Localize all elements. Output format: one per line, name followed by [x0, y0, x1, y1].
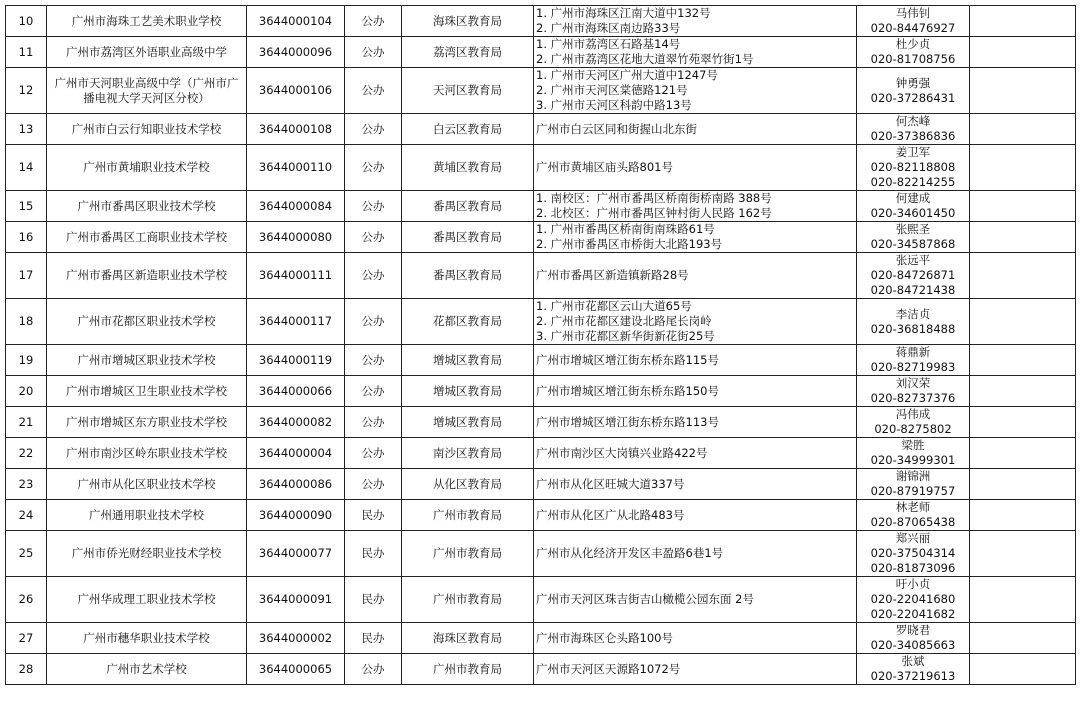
address-cell [534, 654, 857, 685]
contact-name: 张远平 [895, 253, 931, 267]
address-cell [534, 345, 857, 376]
contact-cell [857, 407, 970, 438]
table-body [6, 6, 1076, 685]
contact-cell [857, 438, 970, 469]
school-code-cell: 3644000086 [247, 469, 345, 500]
contact-phone: 020-87919757 [870, 484, 956, 498]
school-type-cell: 公办 [345, 191, 402, 222]
address-line: 广州市增城区增江街东桥东路115号 [536, 352, 719, 367]
contact-phone: 020-81708756 [870, 52, 956, 66]
contact-cell [857, 577, 970, 623]
school-type-cell: 公办 [345, 438, 402, 469]
contact-name: 张熙圣 [895, 222, 931, 236]
contact-cell [857, 145, 970, 191]
school-code-cell: 3644000004 [247, 438, 345, 469]
contact-cell [857, 531, 970, 577]
school-type-cell: 公办 [345, 376, 402, 407]
contact-name: 谢锦洲 [895, 469, 931, 483]
row-number-cell: 17 [6, 253, 47, 299]
school-code-cell: 3644000066 [247, 376, 345, 407]
authority-cell: 番禺区教育局 [402, 222, 534, 253]
contact-name: 张斌 [901, 654, 925, 668]
table-row [6, 253, 1076, 299]
school-code-cell: 3644000082 [247, 407, 345, 438]
address-cell [534, 407, 857, 438]
table-row [6, 345, 1076, 376]
table-row [6, 469, 1076, 500]
address-line: 广州市增城区增江街东桥东路150号 [536, 383, 719, 398]
school-code-cell: 3644000077 [247, 531, 345, 577]
contact-cell [857, 222, 970, 253]
school-type-cell: 公办 [345, 345, 402, 376]
table-row [6, 623, 1076, 654]
address-cell [534, 191, 857, 222]
address-cell [534, 222, 857, 253]
row-number-cell: 20 [6, 376, 47, 407]
contact-phone: 020-34587868 [870, 237, 956, 251]
school-code-cell: 3644000119 [247, 345, 345, 376]
authority-cell: 花都区教育局 [402, 299, 534, 345]
school-type-cell: 公办 [345, 114, 402, 145]
address-cell [534, 376, 857, 407]
table-row [6, 438, 1076, 469]
school-code-cell: 3644000111 [247, 253, 345, 299]
school-code-cell: 3644000002 [247, 623, 345, 654]
address-cell [534, 577, 857, 623]
table-row [6, 500, 1076, 531]
authority-cell: 白云区教育局 [402, 114, 534, 145]
row-number-cell: 22 [6, 438, 47, 469]
table-row [6, 68, 1076, 114]
authority-cell: 海珠区教育局 [402, 6, 534, 37]
blank-cell [970, 37, 1076, 68]
blank-cell [970, 114, 1076, 145]
table-row [6, 654, 1076, 685]
blank-cell [970, 145, 1076, 191]
address-line: 广州市天河区珠吉街吉山橄榄公园东面 2号 [536, 592, 754, 606]
contact-cell [857, 6, 970, 37]
blank-cell [970, 407, 1076, 438]
row-number-cell: 27 [6, 623, 47, 654]
school-code-cell: 3644000084 [247, 191, 345, 222]
school-name-cell: 广州市侨光财经职业技术学校 [47, 531, 247, 577]
school-name-cell: 广州通用职业技术学校 [47, 500, 247, 531]
address-line: 2. 广州市番禺区市桥街大北路193号 [536, 237, 723, 251]
address-line: 1. 广州市天河区广州大道中1247号 [536, 68, 718, 82]
school-code-cell: 3644000065 [247, 654, 345, 685]
table-row [6, 145, 1076, 191]
address-cell [534, 531, 857, 577]
school-type-cell: 公办 [345, 145, 402, 191]
row-number-cell: 12 [6, 68, 47, 114]
contact-phone: 020-81873096 [870, 561, 956, 575]
contact-name: 冯伟成 [895, 407, 931, 421]
school-name-cell: 广州市增城区职业技术学校 [47, 345, 247, 376]
address-cell [534, 37, 857, 68]
school-name-cell: 广州市从化区职业技术学校 [47, 469, 247, 500]
contact-phone: 020-84721438 [870, 283, 956, 297]
school-code-cell: 3644000106 [247, 68, 345, 114]
address-line: 2. 北校区：广州市番禺区钟村街人民路 162号 [536, 206, 772, 220]
school-name-cell: 广州市增城区卫生职业技术学校 [47, 376, 247, 407]
contact-phone: 020-37219613 [870, 669, 956, 683]
blank-cell [970, 623, 1076, 654]
contact-phone: 020-22041680 [870, 592, 956, 606]
row-number-cell: 28 [6, 654, 47, 685]
school-code-cell: 3644000110 [247, 145, 345, 191]
contact-phone: 020-84726871 [870, 268, 956, 282]
school-code-cell: 3644000104 [247, 6, 345, 37]
table-row [6, 407, 1076, 438]
table-row [6, 376, 1076, 407]
contact-phone: 020-37386836 [870, 129, 956, 143]
address-line: 广州市从化经济开发区丰盈路6巷1号 [536, 546, 724, 560]
contact-phone: 020-84476927 [870, 21, 956, 35]
contact-cell [857, 253, 970, 299]
address-line: 2. 广州市海珠区南边路33号 [536, 21, 681, 35]
contact-phone: 020-34999301 [870, 453, 956, 467]
address-line: 1. 南校区：广州市番禺区桥南街桥南路 388号 [536, 191, 772, 205]
table-row [6, 222, 1076, 253]
contact-cell [857, 376, 970, 407]
contact-cell [857, 469, 970, 500]
school-name-cell: 广州市花都区职业技术学校 [47, 299, 247, 345]
school-name-cell: 广州市荔湾区外语职业高级中学 [47, 37, 247, 68]
school-type-cell: 公办 [345, 222, 402, 253]
school-name-cell: 广州市南沙区岭东职业技术学校 [47, 438, 247, 469]
address-line: 1. 广州市海珠区江南大道中132号 [536, 6, 711, 20]
school-type-cell: 民办 [345, 623, 402, 654]
row-number-cell: 15 [6, 191, 47, 222]
address-line: 2. 广州市荔湾区花地大道翠竹苑翠竹街1号 [536, 52, 754, 66]
contact-cell [857, 623, 970, 654]
address-line: 广州市从化区旺城大道337号 [536, 476, 685, 491]
contact-name: 林老师 [895, 500, 931, 514]
authority-cell: 增城区教育局 [402, 345, 534, 376]
authority-cell: 广州市教育局 [402, 500, 534, 531]
contact-cell [857, 114, 970, 145]
school-name-cell: 广州市番禺区工商职业技术学校 [47, 222, 247, 253]
authority-cell: 天河区教育局 [402, 68, 534, 114]
authority-cell: 从化区教育局 [402, 469, 534, 500]
address-line: 广州市海珠区仑头路100号 [536, 630, 673, 645]
address-line: 广州市黄埔区庙头路801号 [536, 160, 673, 174]
school-code-cell: 3644000091 [247, 577, 345, 623]
authority-cell: 增城区教育局 [402, 376, 534, 407]
blank-cell [970, 654, 1076, 685]
contact-phone: 020-34601450 [870, 206, 956, 220]
row-number-cell: 21 [6, 407, 47, 438]
address-cell [534, 145, 857, 191]
school-type-cell: 公办 [345, 68, 402, 114]
table-row [6, 531, 1076, 577]
row-number-cell: 13 [6, 114, 47, 145]
contact-name: 梁胜 [901, 438, 925, 452]
authority-cell: 黄埔区教育局 [402, 145, 534, 191]
address-line: 3. 广州市天河区科韵中路13号 [536, 98, 692, 112]
contact-name: 郑兴丽 [895, 531, 931, 545]
contact-name: 钟勇强 [895, 75, 931, 90]
authority-cell: 广州市教育局 [402, 577, 534, 623]
contact-name: 刘汉荣 [895, 376, 931, 390]
school-name-cell: 广州华成理工职业技术学校 [47, 577, 247, 623]
school-code-cell: 3644000090 [247, 500, 345, 531]
school-type-cell: 公办 [345, 37, 402, 68]
authority-cell: 荔湾区教育局 [402, 37, 534, 68]
contact-name: 姜卫军 [895, 145, 931, 159]
table-row [6, 37, 1076, 68]
address-line: 3. 广州市花都区新华街新花街25号 [536, 329, 715, 343]
address-line: 1. 广州市花都区云山大道65号 [536, 299, 692, 313]
authority-cell: 广州市教育局 [402, 654, 534, 685]
school-type-cell: 民办 [345, 531, 402, 577]
address-line: 广州市番禺区新造镇新路28号 [536, 268, 689, 282]
table-row [6, 299, 1076, 345]
blank-cell [970, 531, 1076, 577]
address-cell [534, 68, 857, 114]
row-number-cell: 26 [6, 577, 47, 623]
school-type-cell: 民办 [345, 500, 402, 531]
address-cell [534, 623, 857, 654]
blank-cell [970, 577, 1076, 623]
address-line: 广州市从化区广从北路483号 [536, 507, 685, 522]
row-number-cell: 16 [6, 222, 47, 253]
school-name-cell: 广州市穗华职业技术学校 [47, 623, 247, 654]
school-table [5, 5, 1076, 685]
contact-name: 蒋鼎新 [895, 345, 931, 359]
contact-name: 何杰峰 [895, 114, 931, 128]
school-name-cell: 广州市增城区东方职业技术学校 [47, 407, 247, 438]
blank-cell [970, 345, 1076, 376]
address-line: 2. 广州市天河区棠德路121号 [536, 83, 688, 97]
blank-cell [970, 6, 1076, 37]
contact-phone: 020-36818488 [870, 321, 956, 336]
authority-cell: 番禺区教育局 [402, 191, 534, 222]
contact-name: 杜少贞 [895, 37, 931, 51]
blank-cell [970, 191, 1076, 222]
authority-cell: 南沙区教育局 [402, 438, 534, 469]
school-type-cell: 公办 [345, 407, 402, 438]
contact-phone: 020-82118808 [870, 160, 956, 174]
blank-cell [970, 469, 1076, 500]
school-code-cell: 3644000108 [247, 114, 345, 145]
school-type-cell: 公办 [345, 299, 402, 345]
contact-phone: 020-82737376 [870, 391, 956, 405]
blank-cell [970, 68, 1076, 114]
contact-phone: 020-82719983 [870, 360, 956, 374]
table-row [6, 6, 1076, 37]
blank-cell [970, 500, 1076, 531]
address-cell [534, 114, 857, 145]
school-type-cell: 公办 [345, 469, 402, 500]
row-number-cell: 19 [6, 345, 47, 376]
contact-cell [857, 500, 970, 531]
contact-name: 何建成 [895, 191, 931, 205]
row-number-cell: 25 [6, 531, 47, 577]
row-number-cell: 14 [6, 145, 47, 191]
address-line: 2. 广州市花都区建设北路尾长岗岭 [536, 314, 712, 328]
address-cell [534, 469, 857, 500]
contact-phone: 020-34085663 [870, 638, 956, 652]
authority-cell: 番禺区教育局 [402, 253, 534, 299]
address-cell [534, 299, 857, 345]
school-name-cell: 广州市黄埔职业技术学校 [47, 145, 247, 191]
contact-phone: 020-87065438 [870, 515, 956, 529]
authority-cell: 增城区教育局 [402, 407, 534, 438]
contact-phone: 020-8275802 [874, 422, 952, 436]
contact-name: 罗晓君 [895, 623, 931, 637]
row-number-cell: 11 [6, 37, 47, 68]
contact-phone: 020-37504314 [870, 546, 956, 560]
school-type-cell: 公办 [345, 654, 402, 685]
blank-cell [970, 222, 1076, 253]
blank-cell [970, 253, 1076, 299]
contact-phone: 020-37286431 [870, 90, 956, 105]
blank-cell [970, 376, 1076, 407]
contact-name: 李洁贞 [895, 306, 931, 321]
address-cell [534, 253, 857, 299]
table-row [6, 191, 1076, 222]
address-line: 广州市增城区增江街东桥东路113号 [536, 414, 719, 429]
row-number-cell: 18 [6, 299, 47, 345]
authority-cell: 海珠区教育局 [402, 623, 534, 654]
table-row [6, 114, 1076, 145]
address-line: 广州市白云区同和街握山北东街 [536, 121, 697, 136]
contact-phone: 020-22041682 [870, 607, 956, 621]
row-number-cell: 10 [6, 6, 47, 37]
contact-cell [857, 191, 970, 222]
school-type-cell: 民办 [345, 577, 402, 623]
address-cell [534, 500, 857, 531]
contact-cell [857, 68, 970, 114]
authority-cell: 广州市教育局 [402, 531, 534, 577]
contact-phone: 020-82214255 [870, 175, 956, 189]
school-code-cell: 3644000096 [247, 37, 345, 68]
school-name-cell: 广州市海珠工艺美术职业学校 [47, 6, 247, 37]
blank-cell [970, 438, 1076, 469]
contact-cell [857, 345, 970, 376]
school-name-cell: 广州市番禺区职业技术学校 [47, 191, 247, 222]
address-line: 广州市南沙区大岗镇兴业路422号 [536, 445, 708, 460]
blank-cell [970, 299, 1076, 345]
row-number-cell: 23 [6, 469, 47, 500]
address-line: 1. 广州市番禺区桥南街南珠路61号 [536, 222, 715, 236]
school-code-cell: 3644000117 [247, 299, 345, 345]
school-name-cell: 广州市番禺区新造职业技术学校 [47, 253, 247, 299]
contact-cell [857, 654, 970, 685]
school-type-cell: 公办 [345, 253, 402, 299]
school-code-cell: 3644000080 [247, 222, 345, 253]
contact-cell [857, 37, 970, 68]
contact-name: 吁小贞 [895, 577, 931, 591]
address-line: 广州市天河区天源路1072号 [536, 661, 681, 676]
address-cell [534, 6, 857, 37]
contact-name: 马伟钊 [895, 6, 931, 20]
school-name-cell: 广州市白云行知职业技术学校 [47, 114, 247, 145]
row-number-cell: 24 [6, 500, 47, 531]
contact-cell [857, 299, 970, 345]
address-cell [534, 438, 857, 469]
school-name-cell: 广州市艺术学校 [47, 654, 247, 685]
school-name-cell: 广州市天河职业高级中学（广州市广播电视大学天河区分校） [47, 68, 247, 114]
school-type-cell: 公办 [345, 6, 402, 37]
address-line: 1. 广州市荔湾区石路基14号 [536, 37, 681, 51]
table-row [6, 577, 1076, 623]
